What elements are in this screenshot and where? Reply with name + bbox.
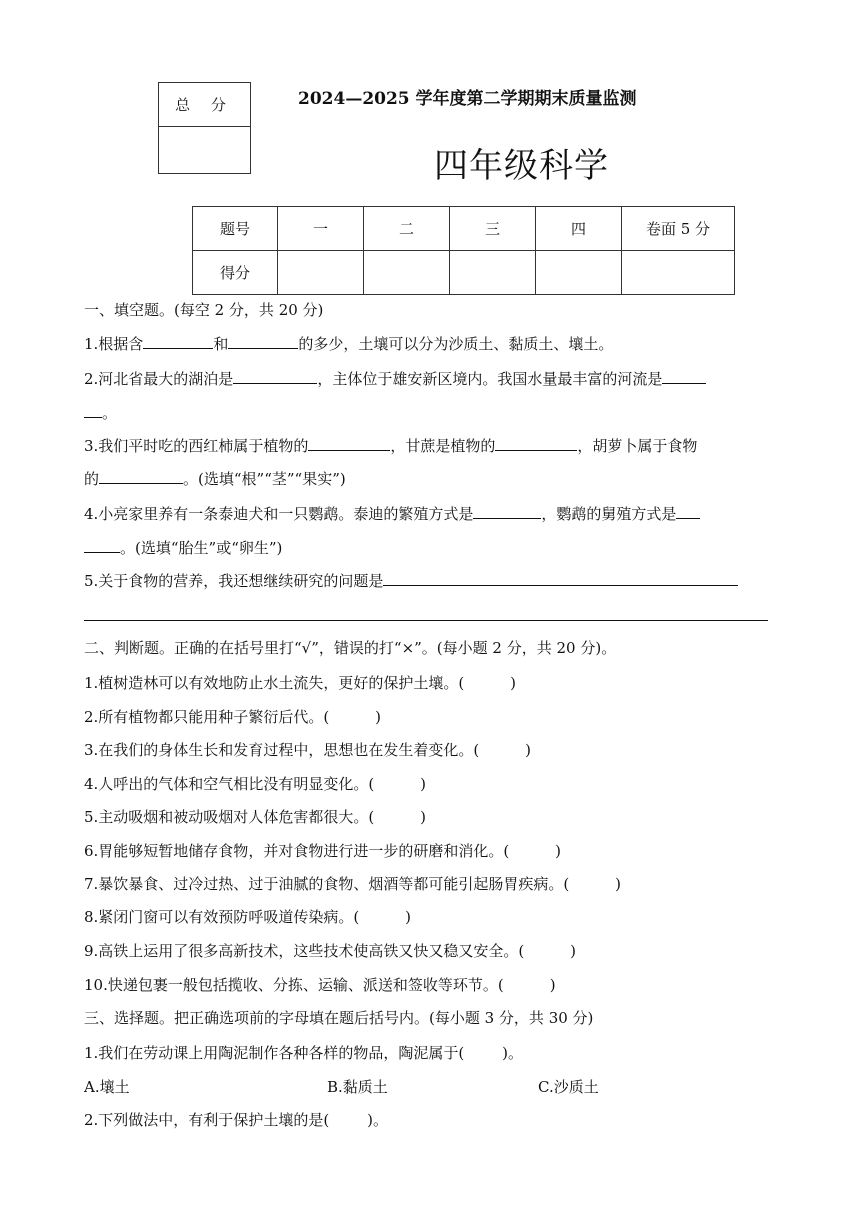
choice-question-1: 1.我们在劳动课上用陶泥制作各种各样的物品，陶泥属于( )。 (84, 1044, 524, 1062)
section2-heading: 二、判断题。正确的在括号里打“√”，错误的打“×”。(每小题 2 分，共 20 分)。 (84, 639, 617, 657)
judge-item: 10.快递包裹一般包括揽收、分拣、运输、派送和签收等环节。( ) (84, 976, 556, 994)
choice-option-b: B.黏质土 (327, 1078, 388, 1096)
answer-line[interactable] (84, 620, 768, 621)
fill-question-3-cont: 的 。(选填“根”“茎”“果实”) (84, 470, 346, 488)
judge-item: 9.高铁上运用了很多高新技术，这些技术使高铁又快又稳又安全。( ) (84, 942, 577, 960)
score-cell[interactable] (450, 251, 536, 295)
score-table-column: 四 (536, 207, 622, 251)
score-cell[interactable] (278, 251, 364, 295)
score-cell[interactable] (364, 251, 450, 295)
choice-question-2: 2.下列做法中，有利于保护土壤的是( )。 (84, 1111, 389, 1129)
score-table-row-label: 题号 (193, 207, 278, 251)
answer-blank[interactable] (228, 333, 298, 349)
fill-question-3: 3.我们平时吃的西红柿属于植物的 ，甘蔗是植物的 ，胡萝卜属于食物 (84, 437, 698, 455)
judge-item: 2.所有植物都只能用种子繁衍后代。( ) (84, 708, 382, 726)
score-cell[interactable] (622, 251, 735, 295)
answer-blank[interactable] (662, 368, 706, 384)
fill-question-5: 5.关于食物的营养，我还想继续研究的问题是 (84, 570, 738, 591)
answer-blank[interactable] (84, 537, 120, 553)
judge-item: 5.主动吸烟和被动吸烟对人体危害都很大。( ) (84, 808, 427, 826)
answer-blank[interactable] (233, 368, 317, 384)
judge-item: 8.紧闭门窗可以有效预防呼吸道传染病。( ) (84, 908, 412, 926)
choice-option-c: C.沙质土 (538, 1078, 599, 1096)
answer-blank[interactable] (495, 435, 577, 451)
total-score-label: 总 分 (159, 83, 250, 127)
answer-blank[interactable] (143, 333, 213, 349)
answer-blank[interactable] (308, 435, 390, 451)
fill-question-4: 4.小亮家里养有一条泰迪犬和一只鹦鹉。泰迪的繁殖方式是 ，鹦鹉的舅殖方式是 (84, 503, 700, 524)
answer-blank[interactable] (99, 468, 183, 484)
judge-item: 3.在我们的身体生长和发育过程中，思想也在发生着变化。( ) (84, 741, 532, 759)
answer-blank[interactable] (676, 503, 700, 519)
section1-heading: 一、填空题。(每空 2 分，共 20 分) (84, 301, 324, 319)
choice-option-a: A.壤土 (84, 1078, 130, 1096)
answer-blank[interactable] (84, 402, 102, 418)
score-table-column: 二 (364, 207, 450, 251)
fill-question-4-cont: 。(选填“胎生”或“卵生”) (84, 537, 282, 558)
section3-heading: 三、选择题。把正确选项前的字母填在题后括号内。(每小题 3 分，共 30 分) (84, 1009, 594, 1027)
score-table-column: 三 (450, 207, 536, 251)
total-score-box (158, 82, 251, 174)
score-table-column: 卷面 5 分 (622, 207, 735, 251)
page-title: 四年级科学 (434, 146, 609, 186)
fill-question-2: 2.河北省最大的湖泊是 ，主体位于雄安新区境内。我国水量最丰富的河流是 (84, 368, 706, 389)
score-cell[interactable] (536, 251, 622, 295)
judge-item: 1.植树造林可以有效地防止水土流失，更好的保护土壤。( ) (84, 674, 517, 692)
fill-question-1: 1.根据含 和 的多少，土壤可以分为沙质土、黏质土、壤土。 (84, 335, 614, 353)
answer-blank[interactable] (473, 503, 541, 519)
judge-item: 6.胃能够短暂地储存食物，并对食物进行进一步的研磨和消化。( ) (84, 842, 562, 860)
answer-blank[interactable] (383, 570, 738, 586)
judge-item: 7.暴饮暴食、过冷过热、过于油腻的食物、烟酒等都可能引起肠胃疾病。( ) (84, 875, 622, 893)
fill-question-2-cont: 。 (84, 402, 117, 423)
score-table-score-row (193, 251, 735, 295)
score-table-header-row (193, 207, 735, 251)
score-table-column: 一 (278, 207, 364, 251)
exam-name: 2024—2025 学年度第二学期期末质量监测 (298, 89, 637, 109)
score-table (192, 206, 735, 295)
judge-item: 4.人呼出的气体和空气相比没有明显变化。( ) (84, 775, 427, 793)
score-table-row-label: 得分 (193, 251, 278, 295)
